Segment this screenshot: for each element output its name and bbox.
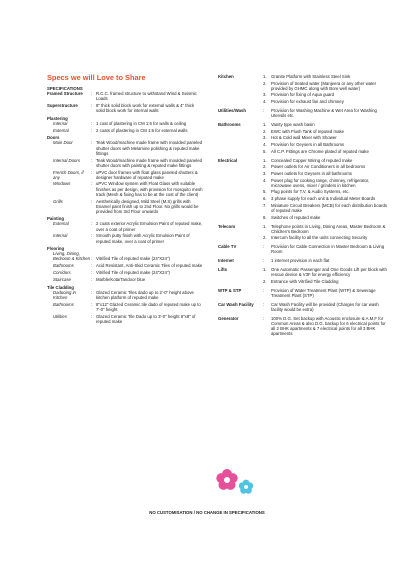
spec-label: Cable TV: [218, 244, 237, 250]
spec-text: Glazed Ceramic Tile Dado up to 3'-0" height 8"x8" of reputed make: [96, 313, 196, 324]
spec-label: Framed Structure: [47, 91, 83, 97]
spec-row-grills: Grills : Aesthetically designed, Mild Steel (M.S) grills with Enamel paint finish up to 2nd Floor. No grills would be provided from 3rd Floor onwards: [47, 199, 203, 214]
spec-label: Lifts: [218, 267, 228, 272]
spec-label: Internal: [53, 120, 68, 126]
spec-label: Kitchen: [218, 74, 234, 79]
spec-text: 1 coat of plastering in CM 1:6 for walls & ceiling: [96, 120, 187, 126]
spec-row-internet: Internet : 1 internet provision in each flat: [218, 258, 388, 265]
spec-label: Grills: [53, 198, 63, 204]
list-item: Power outlets for Geysers in all bathrooms: [271, 171, 352, 176]
spec-row-internal-doors: Internal Doors : Teak Wood/machine made frame with moulded paneled shutter doors with painting & reputed make fittings: [47, 158, 203, 168]
flooring-heading: Flooring: [47, 246, 65, 252]
spec-row-french-doors: French Doors, if any : uPVC door frames with float glass paneled shutters & designer hardware of reputed make: [47, 170, 203, 180]
spec-row-cladding-utilities: Utilities : Glazed Ceramic Tile Dado up to 3'-0" height 8"x8" of reputed make: [47, 314, 203, 324]
list-item: Concealed Copper Wiring of reputed make: [271, 157, 353, 163]
spec-text: Vitrified Tile of reputed make (24"X24"): [96, 270, 170, 276]
list-item: Plug points for T.V. & Audio Systems, etc.: [271, 189, 350, 195]
list-item: Intercom facility to all the units connecting Security: [271, 235, 368, 241]
doors-heading: Doors: [47, 135, 60, 141]
left-column: [47, 86, 203, 326]
list-item: 3 phase supply for each unit & Individual Meter Boards: [271, 196, 376, 202]
list-item: Provision of treated water (Manjeera or any other water provided by GHMC along with Bore well water): [271, 80, 377, 91]
list-item: Power outlets for Air Conditioners in all bedrooms: [271, 164, 366, 170]
list-item: Entrance with Vitrified Tile Cladding: [271, 278, 339, 284]
footer-note: NO CUSTOMISATION / NO CHANGE IN SPECIFICATIONS: [149, 510, 265, 515]
spec-row-generator: Generator : 100% D.G. Set backup with Acoustic enclosure & A.M.F for Common Areas & also D.G. backup for 6 electrical points for all 2 BHK apartments & 7 electrical points for all 3 BHK apartments: [218, 316, 388, 338]
spec-label: Corridors: [53, 270, 71, 276]
spec-row-superstructure: Superstructure : 8" thick solid block work for external walls & 4" thick solid block work for internal walls: [47, 103, 203, 113]
flower-decoration-icon: [215, 466, 260, 496]
list-item: Provision for fixing of Aqua guard: [271, 92, 335, 98]
spec-row-lifts: Lifts 1. One Automatic Passenger and One Goods Lift per block with rescue device & V3F for energy efficiency 2. Entrance with Vitrified Tile Cladding: [218, 267, 387, 284]
list-item: Provision for exhaust fan and chimney: [271, 99, 344, 105]
spec-text: Aesthetically designed, Mild Steel (M.S) grills with Enamel paint finish up to 2nd Floor. No grills would be provided from 3rd Floor onwards: [96, 198, 199, 214]
spec-text: uPVC door frames with float glass paneled shutters & designer hardware of reputed make: [96, 169, 198, 180]
spec-text: 2 coats exterior Acrylic Emulsion Paint of reputed make, over a coat of primer: [96, 221, 203, 232]
list-item: Provision for Geysers in all Bathrooms: [271, 142, 345, 148]
painting-heading: Painting: [47, 216, 64, 222]
list-item: Miniature Circuit Breakers (MCB) for each distribution boards of reputed make: [271, 202, 388, 213]
spec-label: Generator: [218, 315, 239, 321]
spec-text: Teak Wood/machine made frame with moulded paneled shutter doors with Melamine polishing & reputed make fittings: [96, 140, 202, 156]
spec-label: Living, Dining, Bedroom & Kitchen: [53, 251, 91, 262]
list-item: 1 internet provision in each flat: [271, 258, 330, 264]
spec-text: 8"x12" Glazed Ceramic tile dado of reputed make up to 7'-0" height: [96, 301, 201, 312]
right-column: [218, 74, 388, 340]
spec-row-telecom: Telecom 1. Telephone points in Living, Dining Areas, Master Bedroom & Children's Bedroom 2. Intercom facility to all the units connecting Security: [218, 224, 388, 242]
spec-row-wtp-stp: WTP & STP : Provision of Water Treatment Plant (WTP) & Sewerage Treatment Plant (STP): [218, 288, 388, 300]
list-item: Power plug for cooking range, chimney, refrigerator, microwave ovens, mixer / grinders in kitchen: [271, 177, 370, 188]
spec-label: Bathrooms: [53, 301, 74, 307]
spec-label: Electrical: [218, 157, 238, 163]
spec-row-painting-external: External : 2 coats exterior Acrylic Emulsion Paint of reputed make, over a coat of primer: [47, 221, 203, 231]
spec-row-main-door: Main Door : Teak Wood/machine made frame with moulded paneled shutter doors with Melamine polishing & reputed make fittings: [47, 140, 203, 155]
list-item: One Automatic Passenger and One Goods Lift per block with rescue device & V3F for energy efficiency: [271, 267, 387, 278]
spec-text: Vitrified Tile of reputed make (24"X24"): [96, 256, 170, 262]
spec-text: Teak Wood/machine made frame with moulded paneled shutter doors with painting & reputed make fittings: [96, 157, 202, 168]
spec-label: Telecom: [218, 223, 236, 229]
spec-text: 100% D.G. Set backup with Acoustic enclosure & A.M.F for Common Areas & also D.G. backup for 6 electrical points for all 2 BHK apartments & 7 electrical points for all 3 BHK apartments: [271, 315, 386, 336]
spec-text: 2 coats of plastering in CM 1:6 for external walls: [96, 127, 188, 133]
spec-text: Provision for Cable Connection in Master Bedroom & Living Room: [271, 244, 385, 255]
spec-label: Staircase: [53, 276, 71, 282]
spec-label: Utilities/Wash: [218, 108, 247, 114]
spec-label: Internal: [53, 233, 68, 239]
spec-row-plastering-external: External : 2 coats of plastering in CM 1:6 for external walls: [47, 128, 203, 133]
spec-text: 8" thick solid block work for external walls & 4" thick solid block work for internal walls: [96, 103, 195, 114]
tile-cladding-heading: Tile Cladding: [47, 284, 74, 290]
spec-text: Smooth putty finish with Acrylic Emulsion Paint of reputed make, over a coat of primer: [96, 233, 190, 244]
list-item: All C.P. Fittings are Chrome plated of reputed make: [271, 148, 369, 154]
spec-row-flooring-bathrooms: Bathrooms : Acid Resistant, Anti-Skid Ceramic Tiles of reputed make: [47, 263, 203, 268]
spec-row-framed-structure: Framed Structure : R.C.C. framed structure to withstand Wind & Seismic Loads: [47, 91, 203, 101]
spec-label: Internet: [218, 258, 234, 264]
page-title: Specs we will Love to Share: [47, 73, 146, 82]
spec-row-utilities-wash: Utilities/Wash : Provision for Washing Machine & Wet Area for Washing Utensils etc.: [218, 108, 388, 120]
spec-row-plastering-internal: Internal : 1 coat of plastering in CM 1:6 for walls & ceiling: [47, 121, 203, 126]
spec-label: Dadooing in Kitchen: [53, 289, 76, 300]
spec-text: Car Wash Facility will be provided (Charges for car wash facility would be extra): [271, 301, 379, 312]
list-item: Switches of reputed make: [271, 214, 321, 220]
spec-label: Windows: [53, 181, 71, 187]
spec-label: External: [53, 127, 69, 133]
list-item: Granite Platform with Stainless Steel Sink: [271, 74, 351, 79]
spec-row-flooring-living: Living, Dining, Bedroom & Kitchen : Vitrified Tile of reputed make (24"X24"): [47, 251, 203, 261]
spec-text: Acid Resistant, Anti-Skid Ceramic Tiles of reputed make: [96, 263, 203, 269]
spec-row-electrical: Electrical 1. Concealed Copper Wiring of reputed make 2. Power outlets for Air Conditioners in all bedrooms 3. Power outlets for Geysers in all bathrooms 4. Power plug for cooking range, chimney, refrigerator, microwave ovens, mixer / grinders in kitchen 5. Plug points for T.V. & Audio Systems, etc. 6. 3 phase supply for each unit & Individual Meter Boards 7. Miniature Circuit Breakers (MCB) for each distribution boards of reputed make 8. Switches of reputed make: [218, 157, 388, 220]
plastering-heading: Plastering: [47, 115, 68, 121]
list-item: EWC with Flush Tank of reputed make: [271, 128, 344, 134]
spec-label: Car Wash Facility: [218, 301, 254, 307]
spec-label: Bathrooms: [53, 263, 74, 269]
specifications-heading: SPECIFICATIONS: [47, 86, 83, 91]
spec-label: External: [53, 221, 69, 227]
spec-text: R.C.C. framed structure to withstand Wind & Seismic Loads: [96, 91, 197, 102]
spec-text: Glazed Ceramic Tiles dado up to 2'-0" height above kitchen platform of reputed make: [96, 289, 194, 300]
spec-row-windows: Windows : uPVC Window system with Float Glass with suitable finishes as per design, with provision for mosquito mesh track (Mesh & fixing has to be at the cost of the client): [47, 181, 203, 196]
spec-text: Provision for Washing Machine & Wet Area for Washing Utensils etc.: [271, 108, 377, 119]
spec-label: Superstructure: [47, 103, 78, 109]
spec-label: WTP & STP: [218, 287, 242, 293]
spec-row-bathrooms: Bathrooms 1. Vanity type wash basin 2. EWC with Flush Tank of reputed make 3. Hot & Cold wall Mixer with Shower 4. Provision for Geysers in all Bathrooms 5. All C.P. Fittings are Chrome plated of reputed make: [218, 122, 388, 155]
spec-label: Bathrooms: [218, 122, 241, 127]
list-item: Hot & Cold wall Mixer with Shower: [271, 135, 337, 141]
list-item: Vanity type wash basin: [271, 122, 315, 127]
spec-text: Marble/Kota/Tandoor blue: [96, 276, 146, 282]
spec-row-dadooing: Dadooing in Kitchen : Glazed Ceramic Tiles dado up to 2'-0" height above kitchen platform of reputed make: [47, 290, 203, 300]
spec-label: Internal Doors: [53, 157, 80, 163]
spec-row-painting-internal: Internal : Smooth putty finish with Acrylic Emulsion Paint of reputed make, over a coat of primer: [47, 233, 203, 243]
spec-label: French Doors, if any: [53, 169, 84, 180]
spec-label: Main Door: [53, 140, 73, 146]
blue-flower-icon: [239, 480, 253, 494]
spec-row-cladding-bathrooms: Bathrooms : 8"x12" Glazed Ceramic tile dado of reputed make up to 7'-0" height: [47, 302, 203, 312]
spec-row-car-wash: Car Wash Facility : Car Wash Facility will be provided (Charges for car wash facility would be extra): [218, 302, 388, 314]
spec-row-cable-tv: Cable TV : Provision for Cable Connection in Master Bedroom & Living Room: [218, 244, 388, 256]
spec-text: uPVC Window system with Float Glass with suitable finishes as per design, with provision for mosquito mesh track (Mesh & fixing has to be at the cost of the client): [96, 181, 203, 197]
list-item: Telephone points in Living, Dining Areas, Master Bedroom & Children's Bedroom: [271, 223, 386, 234]
spec-label: Utilities: [53, 313, 67, 319]
spec-text: Provision of Water Treatment Plant (WTP) & Sewerage Treatment Plant (STP): [271, 287, 376, 298]
spec-row-kitchen: Kitchen 1. Granite Platform with Stainless Steel Sink 2. Provision of treated water (Manjeera or any other water provided by GHMC along with Bore well water) 3. Provision for fixing of Aqua guard 4. Provision for exhaust fan and chimney: [218, 74, 388, 106]
spec-row-flooring-staircase: Staircase : Marble/Kota/Tandoor blue: [47, 277, 203, 282]
spec-row-flooring-corridors: Corridors : Vitrified Tile of reputed make (24"X24"): [47, 270, 203, 275]
pink-flower-icon: [216, 469, 237, 490]
